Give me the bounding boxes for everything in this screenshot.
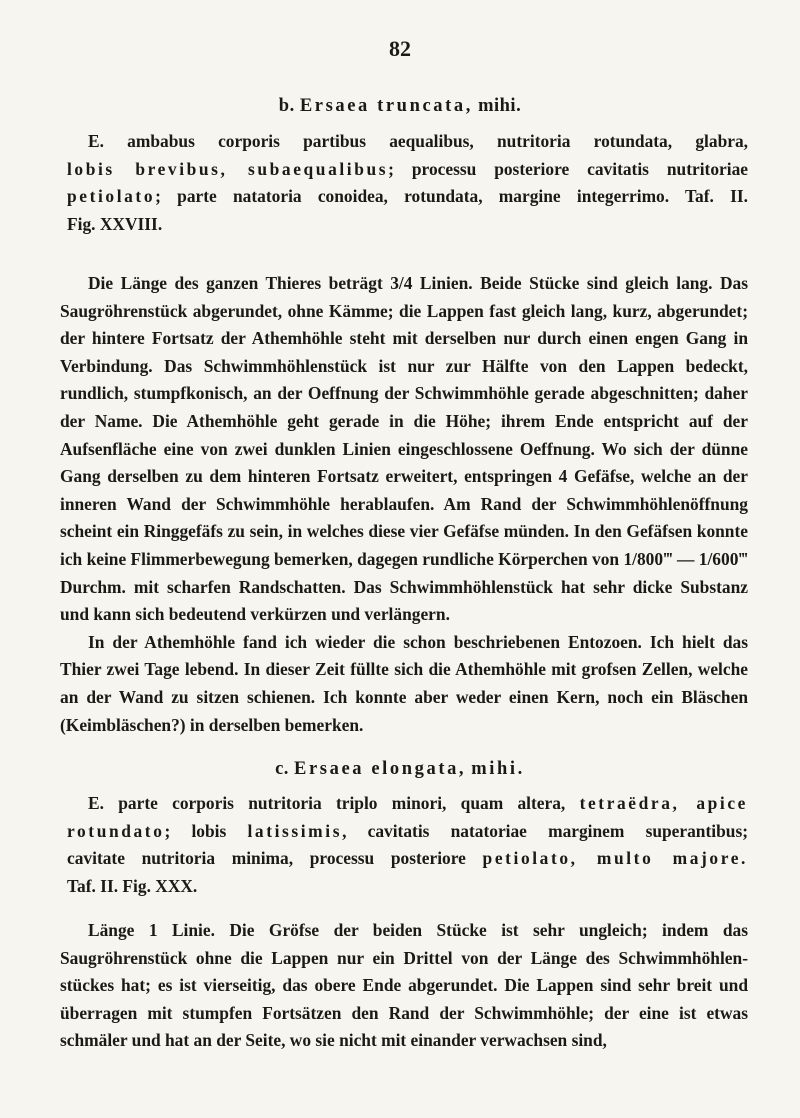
section-b-paragraph-1: Die Länge des ganzen Thieres beträgt 3/4 Linien. Beide Stücke sind gleich lang. Das Saugröhrenstück abgerundet, ohne Kämme; die Lappen fast gleich lang, kurz, abgerundet; der hintere Fortsatz der Athemhöhle steht mit derselben nur durch einen engen Gang in Verbindung. Das Schwimmhöhlenstück ist nur zur Hälfte von den Lappen bedeckt, rundlich, stumpfkonisch, an der Oeffnung der Schwimmhöhle gerade abgeschnitten; daher der Name. Die Athemhöhle geht gerade in die Höhe; ihrem Ende entspricht auf der Aufsenfläche eine von zwei dunklen Linien eingeschlossene Oeffnung. Wo sich der dünne Gang derselben zu dem hinteren Fortsatz erweitert, entspringen 4 Gefäfse, welche an der inneren Wand der Schwimmhöhle herablaufen. Am Rand der Schwimmhöhlenöffnung scheint ein Ringgefäfs zu sein, in welches diese vier Gefäfse münden. In den Gefäfsen konnte ich keine Flimmerbewegung bemerken, dagegen rundliche Körperchen von 1/800‴ — 1/600‴ Durchm. mit scharfen Randschatten. Das Schwimmhöhlenstück hat sehr dicke Substanz und kann sich bedeutend verkürzen und verlängern. bbox=[60, 273, 748, 625]
section-c-author: mihi. bbox=[471, 759, 525, 779]
section-b-species: Ersaea truncata, bbox=[299, 96, 473, 116]
section-c-diagnosis-line-4: Taf. II. Fig. XXX. bbox=[67, 875, 198, 896]
section-b-text bbox=[60, 270, 748, 739]
section-c-text bbox=[60, 917, 748, 1055]
section-c-heading bbox=[0, 759, 800, 780]
section-b-diagnosis-line-3: petiolato; parte natatoria conoidea, rotundata, margine integerrimo. Taf. II. bbox=[67, 186, 748, 207]
section-c-diagnosis-line-1: E. parte corporis nutritoria triplo minori, quam altera, tetraëdra, apice bbox=[88, 793, 748, 813]
section-b-paragraph-2: In der Athemhöhle fand ich wieder die schon beschriebenen Entozoen. Ich hielt das Thier zwei Tage lebend. In dieser Zeit füllte sich die Athemhöhle mit grofsen Zellen, welche an der Wand zu sitzen schienen. Ich konnte aber weder einen Kern, noch ein Bläschen (Keimbläschen?) in derselben bemerken. bbox=[60, 631, 748, 735]
section-b-diagnosis-line-2: lobis brevibus, subaequalibus; processu posteriore cavitatis nutritoriae bbox=[67, 158, 748, 179]
section-b-diagnosis-line-1: E. ambabus corporis partibus aequalibus, nutritoria rotundata, glabra, bbox=[88, 131, 748, 151]
section-c-species: Ersaea elongata, bbox=[294, 759, 467, 779]
section-b-diagnosis-line-4: Fig. XXVIII. bbox=[67, 213, 163, 234]
section-c-paragraph-1: Länge 1 Linie. Die Gröfse der beiden Stücke ist sehr ungleich; indem das Saugröhrenstück ohne die Lappen nur ein Drittel von der Länge des Schwimmhöhlen-stückes hat; es ist vierseitig, das obere Ende abgerundet. Die Lappen sind sehr breit und überragen mit stumpfen Fortsätzen den Rand der Schwimmhöhle; der eine ist etwas schmäler und hat an der Seite, wo sie nicht mit einander verwachsen sind, bbox=[60, 920, 748, 1051]
page-number: 82 bbox=[389, 36, 411, 61]
section-c-diagnosis-line-3: cavitate nutritoria minima, processu posteriore petiolato, multo majore. bbox=[67, 848, 748, 869]
section-b-diagnosis bbox=[67, 128, 748, 238]
section-b-heading bbox=[0, 96, 800, 117]
section-b-letter: b. bbox=[278, 96, 295, 116]
section-b-author: mihi. bbox=[478, 96, 522, 116]
section-c-diagnosis-line-2: rotundato; lobis latissimis, cavitatis natatoriae marginem superantibus; bbox=[67, 820, 749, 841]
section-c-letter: c. bbox=[275, 759, 289, 779]
section-c-diagnosis bbox=[67, 790, 749, 900]
